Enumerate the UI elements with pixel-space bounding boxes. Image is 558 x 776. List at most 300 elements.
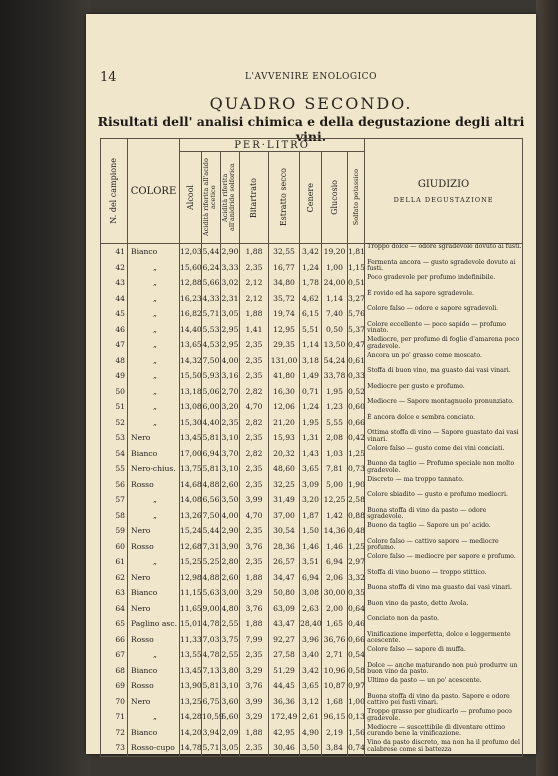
cell-solfato: 0,74 [348,740,365,756]
table-row [101,632,523,648]
cell-glucosio: 36,76 [322,632,348,648]
cell-solfato: 1,15 [348,260,365,276]
table-row [101,508,523,524]
cell-acidita-acetico: 9,00 [202,601,221,617]
cell-colore: Rosso [128,678,180,694]
cell-estratto: 16,77 [269,260,300,276]
cell-solfato: 1,25 [348,446,365,462]
cell-sample-number: 54 [101,446,128,462]
cell-acidita-acetico: 3,94 [202,725,221,741]
cell-giudizio: Mediocre — Sapore montagnuolo pronunziato. [365,399,523,415]
cell-sample-number: 71 [101,709,128,725]
header-bitartrato: Bitartrato [240,152,269,244]
cell-cenere: 3,42 [300,244,322,260]
cell-glucosio: 54,24 [322,353,348,369]
cell-cenere: 3,51 [300,554,322,570]
cell-glucosio: 5,55 [322,415,348,431]
cell-sample-number: 44 [101,291,128,307]
cell-cenere: 3,50 [300,740,322,756]
cell-giudizio: Discreto — ma troppo tannato. [365,477,523,493]
cell-bitartrato: 2,35 [240,647,269,663]
cell-glucosio: 14,36 [322,523,348,539]
cell-giudizio: Colore falso — mediocre per sapore e profumo. [365,554,523,570]
cell-giudizio: Vino da pasto discreto, ma non ha il profumo del calabrese come si battezza [365,740,523,756]
cell-estratto: 32,25 [269,477,300,493]
cell-giudizio: Colore falso — sapore di muffa. [365,647,523,663]
cell-acidita-solforica: 3,50 [221,492,240,508]
table-row [101,306,523,322]
header-giudizio [365,139,523,244]
cell-bitartrato: 4,70 [240,399,269,415]
cell-sample-number: 68 [101,663,128,679]
cell-acidita-solforica: 2,09 [221,725,240,741]
cell-solfato: 0,66 [348,632,365,648]
cell-solfato: 2,58 [348,492,365,508]
cell-acidita-acetico: 5,71 [202,306,221,322]
cell-acidita-acetico: 4,78 [202,616,221,632]
cell-acidita-acetico: 4,88 [202,477,221,493]
cell-cenere: 1,78 [300,275,322,291]
book-spine [0,0,90,776]
cell-acidita-solforica: 3,00 [221,585,240,601]
cell-giudizio: Fermenta ancora — gusto sgradevole dovuto ai fusti. [365,260,523,276]
cell-giudizio: Mediocre per gusto e profumo. [365,384,523,400]
cell-solfato: 0,13 [348,709,365,725]
table-row [101,570,523,586]
cell-acidita-acetico: 5,06 [202,384,221,400]
cell-cenere: 0,71 [300,384,322,400]
cell-giudizio: Colore falso — odore e sapore sgradevoli. [365,306,523,322]
cell-alcool: 14,68 [180,477,202,493]
table-row [101,415,523,431]
cell-colore: „ [128,260,180,276]
cell-acidita-solforica: 3,33 [221,260,240,276]
cell-bitartrato: 2,12 [240,291,269,307]
wine-analysis-table [100,138,523,757]
cell-estratto: 37,00 [269,508,300,524]
table-row [101,244,523,260]
cell-giudizio: Buona stoffa di vino ma guasto dai vasi vinari. [365,585,523,601]
cell-alcool: 15,25 [180,554,202,570]
cell-sample-number: 58 [101,508,128,524]
cell-cenere: 3,18 [300,353,322,369]
table-row [101,446,523,462]
cell-estratto: 92,27 [269,632,300,648]
cell-alcool: 15,01 [180,616,202,632]
cell-solfato: 3,32 [348,570,365,586]
cell-solfato: 1,56 [348,725,365,741]
cell-solfato: 0,73 [348,461,365,477]
cell-cenere: 1,14 [300,337,322,353]
cell-alcool: 13,08 [180,399,202,415]
cell-giudizio: Ottima stoffa di vino — Sapore guastato dai vasi vinari. [365,430,523,446]
cell-alcool: 11,33 [180,632,202,648]
cell-acidita-acetico: 7,03 [202,632,221,648]
cell-solfato: 1,90 [348,477,365,493]
cell-acidita-acetico: 5,66 [202,275,221,291]
cell-alcool: 11,65 [180,601,202,617]
cell-sample-number: 59 [101,523,128,539]
cell-glucosio: 13,50 [322,337,348,353]
cell-estratto: 31,49 [269,492,300,508]
cell-acidita-solforica: 2,95 [221,337,240,353]
cell-alcool: 13,75 [180,461,202,477]
cell-colore: Bianco [128,244,180,260]
cell-colore: „ [128,508,180,524]
cell-estratto: 44,45 [269,678,300,694]
cell-glucosio: 2,08 [322,430,348,446]
cell-bitartrato: 1,88 [240,616,269,632]
table-row [101,322,523,338]
cell-colore: Rosso [128,539,180,555]
cell-sample-number: 66 [101,632,128,648]
cell-cenere: 4,90 [300,725,322,741]
cell-alcool: 16,23 [180,291,202,307]
cell-glucosio: 0,50 [322,322,348,338]
cell-estratto: 12,95 [269,322,300,338]
table-row [101,709,523,725]
table-row [101,384,523,400]
giudizio-subtitle: DELLA DEGUSTAZIONE [393,195,494,204]
cell-estratto: 50,80 [269,585,300,601]
cell-estratto: 12,06 [269,399,300,415]
cell-acidita-solforica: 2,90 [221,523,240,539]
cell-colore: Nero [128,601,180,617]
cell-cenere: 2,63 [300,601,322,617]
cell-giudizio: Conciato non da pasto. [365,616,523,632]
cell-alcool: 13,26 [180,508,202,524]
cell-acidita-solforica: 3,10 [221,430,240,446]
cell-sample-number: 52 [101,415,128,431]
cell-acidita-solforica: 2,80 [221,554,240,570]
cell-acidita-acetico: 4,88 [202,570,221,586]
cell-giudizio: Colore falso — cattivo sapore — mediocre profumo. [365,539,523,555]
cell-colore: Paglino asc. [128,616,180,632]
cell-glucosio: 2,00 [322,601,348,617]
table-row [101,694,523,710]
cell-acidita-solforica: 2,90 [221,244,240,260]
cell-cenere: 3,08 [300,585,322,601]
cell-acidita-solforica: 2,31 [221,291,240,307]
cell-estratto: 30,46 [269,740,300,756]
cell-glucosio: 2,71 [322,647,348,663]
cell-sample-number: 56 [101,477,128,493]
cell-glucosio: 1,65 [322,616,348,632]
cell-acidita-solforica: 2,55 [221,616,240,632]
cell-bitartrato: 2,35 [240,353,269,369]
cell-giudizio: Vinificazione imperfetta, dolce e leggermente acescente. [365,632,523,648]
header-solfato: Solfato potassico [348,152,365,244]
cell-glucosio: 1,23 [322,399,348,415]
header-acidita-acetico: Acidità riferita all'acido acetico [202,152,221,244]
running-header [86,70,536,86]
cell-bitartrato: 2,35 [240,260,269,276]
table-row [101,663,523,679]
cell-acidita-solforica: 2,95 [221,322,240,338]
cell-sample-number: 42 [101,260,128,276]
cell-colore: „ [128,384,180,400]
cell-acidita-solforica: 3,10 [221,678,240,694]
cell-estratto: 48,60 [269,461,300,477]
cell-acidita-acetico: 4,40 [202,415,221,431]
cell-cenere: 6,94 [300,570,322,586]
cell-estratto: 28,36 [269,539,300,555]
cell-alcool: 13,90 [180,678,202,694]
cell-glucosio: 7,40 [322,306,348,322]
cell-glucosio: 10,96 [322,663,348,679]
cell-alcool: 13,55 [180,647,202,663]
cell-estratto: 34,80 [269,275,300,291]
table-row [101,523,523,539]
cell-colore: Nero [128,694,180,710]
cell-solfato: 5,76 [348,306,365,322]
header-glucosio: Glucosio [322,152,348,244]
table-row [101,368,523,384]
cell-glucosio: 33,78 [322,368,348,384]
cell-solfato: 0,61 [348,353,365,369]
cell-bitartrato: 1,41 [240,322,269,338]
cell-cenere: 28,40 [300,616,322,632]
cell-bitartrato: 2,35 [240,477,269,493]
cell-bitartrato: 2,35 [240,368,269,384]
cell-solfato: 0,60 [348,399,365,415]
cell-acidita-acetico: 6,24 [202,260,221,276]
table-subtitle: Risultati dell' analisi chimica e della degustazione degli altri vini. [97,114,525,144]
cell-sample-number: 46 [101,322,128,338]
table-row [101,260,523,276]
cell-solfato: 0,51 [348,275,365,291]
cell-estratto: 32,55 [269,244,300,260]
cell-alcool: 14,28 [180,709,202,725]
table-row [101,353,523,369]
cell-acidita-solforica: 2,55 [221,647,240,663]
cell-giudizio: Buono da taglio — Profumo speciale non molto gradevole. [365,461,523,477]
cell-alcool: 11,15 [180,585,202,601]
cell-giudizio: Stoffa di buon vino, ma guasto dai vasi vinari. [365,368,523,384]
cell-glucosio: 1,14 [322,291,348,307]
cell-bitartrato: 2,35 [240,430,269,446]
table-title: QUADRO SECONDO. [209,94,413,113]
cell-acidita-solforica: 5,60 [221,709,240,725]
cell-acidita-acetico: 7,13 [202,663,221,679]
cell-acidita-solforica: 3,05 [221,306,240,322]
cell-bitartrato: 2,82 [240,446,269,462]
cell-giudizio: È rovido ed ha sapore sgradevole. [365,291,523,307]
next-page-edge [536,0,558,776]
cell-glucosio: 6,94 [322,554,348,570]
cell-colore: „ [128,415,180,431]
cell-alcool: 14,20 [180,725,202,741]
cell-bitartrato: 3,76 [240,601,269,617]
cell-acidita-solforica: 4,80 [221,601,240,617]
cell-colore: Nero [128,523,180,539]
cell-alcool: 13,25 [180,694,202,710]
cell-acidita-solforica: 4,00 [221,353,240,369]
table-row [101,291,523,307]
cell-sample-number: 45 [101,306,128,322]
cell-cenere: 5,51 [300,322,322,338]
cell-giudizio: Dolce — anche maturando non può produrre un buon vino da pasto. [365,663,523,679]
cell-alcool: 16,82 [180,306,202,322]
header-colore: COLORE [128,139,180,244]
cell-sample-number: 69 [101,678,128,694]
cell-estratto: 16,30 [269,384,300,400]
cell-acidita-solforica: 3,80 [221,663,240,679]
cell-alcool: 12,88 [180,275,202,291]
cell-cenere: 1,50 [300,523,322,539]
cell-solfato: 0,88 [348,508,365,524]
table-row [101,430,523,446]
cell-solfato: 0,42 [348,430,365,446]
cell-sample-number: 60 [101,539,128,555]
cell-solfato: 0,97 [348,678,365,694]
giudizio-title: GIUDIZIO [417,178,470,190]
cell-acidita-acetico: 5,81 [202,678,221,694]
cell-estratto: 43,47 [269,616,300,632]
cell-colore: „ [128,353,180,369]
cell-solfato: 0,54 [348,647,365,663]
cell-giudizio: Ultimo da pasto — un po' acescente. [365,678,523,694]
table-row [101,399,523,415]
cell-acidita-solforica: 3,05 [221,740,240,756]
cell-acidita-solforica: 3,10 [221,461,240,477]
cell-glucosio: 2,06 [322,570,348,586]
cell-acidita-acetico: 5,81 [202,430,221,446]
cell-giudizio: Buona stoffa di vino da pasto. Sapore e odore cattivo pei fusti vinari. [365,694,523,710]
cell-giudizio: Mediocre, per profumo di foglie d'amarena poco gradevole. [365,337,523,353]
cell-sample-number: 67 [101,647,128,663]
cell-acidita-acetico: 5,44 [202,523,221,539]
cell-cenere: 3,40 [300,647,322,663]
table-row [101,616,523,632]
cell-giudizio: Colore eccellente — poco sapido — profumo vinato. [365,322,523,338]
header-acidita-solforica: Acidità riferita all'anidride solforica [221,152,240,244]
cell-colore: „ [128,647,180,663]
cell-colore: „ [128,275,180,291]
cell-acidita-solforica: 4,00 [221,508,240,524]
cell-solfato: 3,27 [348,291,365,307]
cell-sample-number: 51 [101,399,128,415]
cell-giudizio: Troppo dolce — odore sgradevole dovuto ai fusti. [365,244,523,260]
cell-cenere: 1,87 [300,508,322,524]
cell-acidita-solforica: 2,35 [221,415,240,431]
cell-alcool: 14,08 [180,492,202,508]
cell-colore: „ [128,337,180,353]
cell-cenere: 3,12 [300,694,322,710]
cell-glucosio: 1,03 [322,446,348,462]
cell-acidita-acetico: 5,81 [202,461,221,477]
cell-colore: Bianco [128,725,180,741]
cell-bitartrato: 3,99 [240,694,269,710]
cell-colore: Bianco [128,663,180,679]
cell-bitartrato: 3,29 [240,709,269,725]
cell-bitartrato: 2,35 [240,337,269,353]
table-row [101,585,523,601]
cell-bitartrato: 2,35 [240,461,269,477]
cell-sample-number: 55 [101,461,128,477]
cell-acidita-acetico: 4,78 [202,647,221,663]
cell-acidita-acetico: 5,25 [202,554,221,570]
cell-estratto: 34,47 [269,570,300,586]
cell-alcool: 13,45 [180,430,202,446]
cell-sample-number: 50 [101,384,128,400]
cell-estratto: 36,36 [269,694,300,710]
cell-glucosio: 96,15 [322,709,348,725]
cell-solfato: 1,00 [348,694,365,710]
cell-estratto: 131,00 [269,353,300,369]
cell-acidita-solforica: 2,60 [221,477,240,493]
cell-acidita-acetico: 4,33 [202,291,221,307]
cell-glucosio: 1,68 [322,694,348,710]
cell-estratto: 26,57 [269,554,300,570]
cell-cenere: 1,24 [300,399,322,415]
cell-giudizio: È ancora dolce e sembra conciato. [365,415,523,431]
cell-solfato: 0,48 [348,523,365,539]
table-row [101,461,523,477]
cell-bitartrato: 2,35 [240,740,269,756]
cell-bitartrato: 1,88 [240,725,269,741]
cell-glucosio: 1,00 [322,260,348,276]
cell-solfato: 2,97 [348,554,365,570]
cell-cenere: 3,65 [300,678,322,694]
table-row [101,725,523,741]
cell-sample-number: 65 [101,616,128,632]
cell-alcool: 17,00 [180,446,202,462]
cell-sample-number: 72 [101,725,128,741]
cell-acidita-acetico: 6,75 [202,694,221,710]
cell-giudizio: Mediocre — suscettibile di diventare ottimo curando bene la vinificazione. [365,725,523,741]
cell-acidita-solforica: 3,75 [221,632,240,648]
cell-estratto: 29,35 [269,337,300,353]
cell-acidita-solforica: 3,70 [221,446,240,462]
cell-cenere: 3,20 [300,492,322,508]
cell-glucosio: 19,20 [322,244,348,260]
cell-alcool: 15,50 [180,368,202,384]
cell-cenere: 1,95 [300,415,322,431]
header-estratto: Estratto secco [269,152,300,244]
cell-colore: Bianco [128,446,180,462]
cell-acidita-acetico: 4,53 [202,337,221,353]
cell-glucosio: 24,00 [322,275,348,291]
cell-colore: Nero-chius. [128,461,180,477]
cell-solfato: 1,81 [348,244,365,260]
cell-cenere: 1,31 [300,430,322,446]
cell-cenere: 1,24 [300,260,322,276]
header-n: N. del campione [101,139,128,244]
table-row [101,275,523,291]
cell-cenere: 3,65 [300,461,322,477]
cell-colore: „ [128,291,180,307]
cell-acidita-solforica: 3,20 [221,399,240,415]
header-cenere: Cenere [300,152,322,244]
cell-bitartrato: 3,76 [240,539,269,555]
cell-solfato: 5,37 [348,322,365,338]
cell-glucosio: 1,95 [322,384,348,400]
cell-alcool: 15,24 [180,523,202,539]
cell-giudizio: Ancora un po' grasso come moscato. [365,353,523,369]
cell-colore: „ [128,492,180,508]
cell-sample-number: 53 [101,430,128,446]
cell-sample-number: 63 [101,585,128,601]
cell-giudizio: Stoffa di vino buono — troppo stittico. [365,570,523,586]
cell-sample-number: 43 [101,275,128,291]
cell-sample-number: 61 [101,554,128,570]
cell-bitartrato: 2,82 [240,384,269,400]
table-row [101,647,523,663]
cell-bitartrato: 1,88 [240,244,269,260]
header-per-litro: PER·LITRO [180,139,365,152]
table-row [101,539,523,555]
